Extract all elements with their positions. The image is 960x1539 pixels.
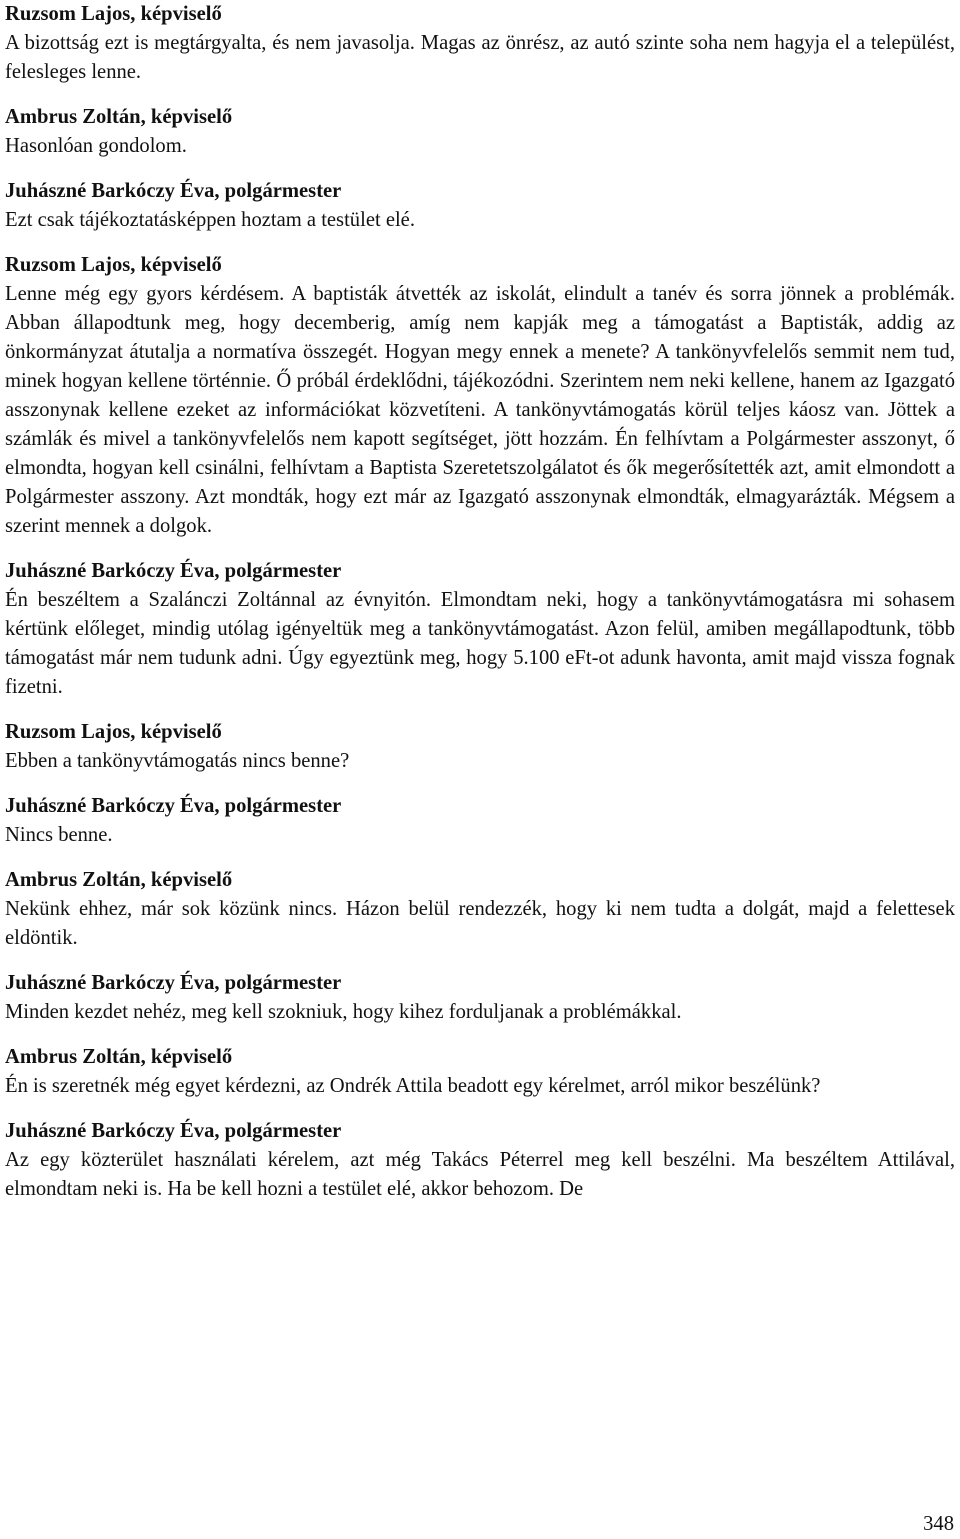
minutes-entry — [5, 103, 955, 161]
speaker-name: Juhászné Barkóczy Éva, polgármester — [5, 560, 342, 582]
speaker-name: Ruzsom Lajos, képviselő — [5, 3, 222, 25]
minutes-entry — [5, 1117, 955, 1204]
speaker-name: Ambrus Zoltán, képviselő — [5, 869, 233, 891]
speaker-name: Ruzsom Lajos, képviselő — [5, 721, 222, 743]
minutes-entry — [5, 866, 955, 953]
speaker-name: Juhászné Barkóczy Éva, polgármester — [5, 1120, 342, 1142]
speech-text: Az egy közterület használati kérelem, azt még Takács Péterrel meg kell beszélni. Ma beszéltem Attilával, elmondtam neki is. Ha be kell hozni a testület elé, akkor behozom. De — [5, 1149, 955, 1200]
speaker-name: Ruzsom Lajos, képviselő — [5, 254, 222, 276]
speaker-name: Juhászné Barkóczy Éva, polgármester — [5, 972, 342, 994]
speech-text: Nekünk ehhez, már sok közünk nincs. Házon belül rendezzék, hogy ki nem tudta a dolgát, majd a felettesek eldöntik. — [5, 898, 955, 949]
speaker-name: Ambrus Zoltán, képviselő — [5, 106, 233, 128]
speech-text: Lenne még egy gyors kérdésem. A baptisták átvették az iskolát, elindult a tanév és sorra jönnek a problémák. Abban állapodtunk meg, hogy decemberig, amíg nem kapják meg a támogatást a Baptisták, addig az önkormányzat átutalja a normatíva összegét. Hogyan megy ennek a menete? A tankönyvfelelős semmit nem tud, minek hogyan kellene történnie. Ő próbál érdeklődni, tájékozódni. Szerintem nem neki kellene, hanem az Igazgató asszonynak kellene ezeket az információkat közvetíteni. A tankönyvtámogatás körül teljes káosz van. Jöttek a számlák és mivel a tankönyvfelelős nem kapott segítséget, jött hozzám. Én felhívtam a Polgármester asszonyt, ő elmondta, hogyan kell csinálni, felhívtam a Baptista Szeretetszolgálatot és ők megerősítették azt, amit elmondott a Polgármester asszony. Azt mondták, hogy ezt már az Igazgató asszonynak elmondták, elmagyarázták. Mégsem a szerint mennek a dolgok. — [5, 283, 955, 537]
speech-text: A bizottság ezt is megtárgyalta, és nem javasolja. Magas az önrész, az autó szinte soha nem hagyja el a települést, felesleges lenne. — [5, 32, 955, 83]
minutes-entry — [5, 1043, 955, 1101]
speaker-name: Juhászné Barkóczy Éva, polgármester — [5, 795, 342, 817]
minutes-entry — [5, 792, 955, 850]
speech-text: Nincs benne. — [5, 824, 113, 846]
speech-text: Ebben a tankönyvtámogatás nincs benne? — [5, 750, 350, 772]
minutes-entry — [5, 0, 955, 87]
speech-text: Minden kezdet nehéz, meg kell szokniuk, hogy kihez forduljanak a problémákkal. — [5, 1001, 682, 1023]
speaker-name: Ambrus Zoltán, képviselő — [5, 1046, 233, 1068]
page-number: 348 — [923, 1513, 954, 1535]
speaker-name: Juhászné Barkóczy Éva, polgármester — [5, 180, 342, 202]
minutes-entry — [5, 251, 955, 541]
speech-text: Hasonlóan gondolom. — [5, 135, 187, 157]
minutes-entry — [5, 557, 955, 702]
speech-text: Én is szeretnék még egyet kérdezni, az Ondrék Attila beadott egy kérelmet, arról mikor beszélünk? — [5, 1075, 821, 1097]
speech-text: Ezt csak tájékoztatásképpen hoztam a testület elé. — [5, 209, 415, 231]
document-page — [5, 0, 955, 1220]
minutes-entry — [5, 969, 955, 1027]
minutes-entry — [5, 718, 955, 776]
speech-text: Én beszéltem a Szalánczi Zoltánnal az évnyitón. Elmondtam neki, hogy a tankönyvtámogatásra mi sohasem kértünk előleget, mindig utólag igényeltük meg a tankönyvtámogatást. Azon felül, amiben megállapodtunk, több támogatást már nem tudunk adni. Úgy egyeztünk meg, hogy 5.100 eFt-ot adunk havonta, amit majd vissza fognak fizetni. — [5, 589, 955, 698]
minutes-entry — [5, 177, 955, 235]
